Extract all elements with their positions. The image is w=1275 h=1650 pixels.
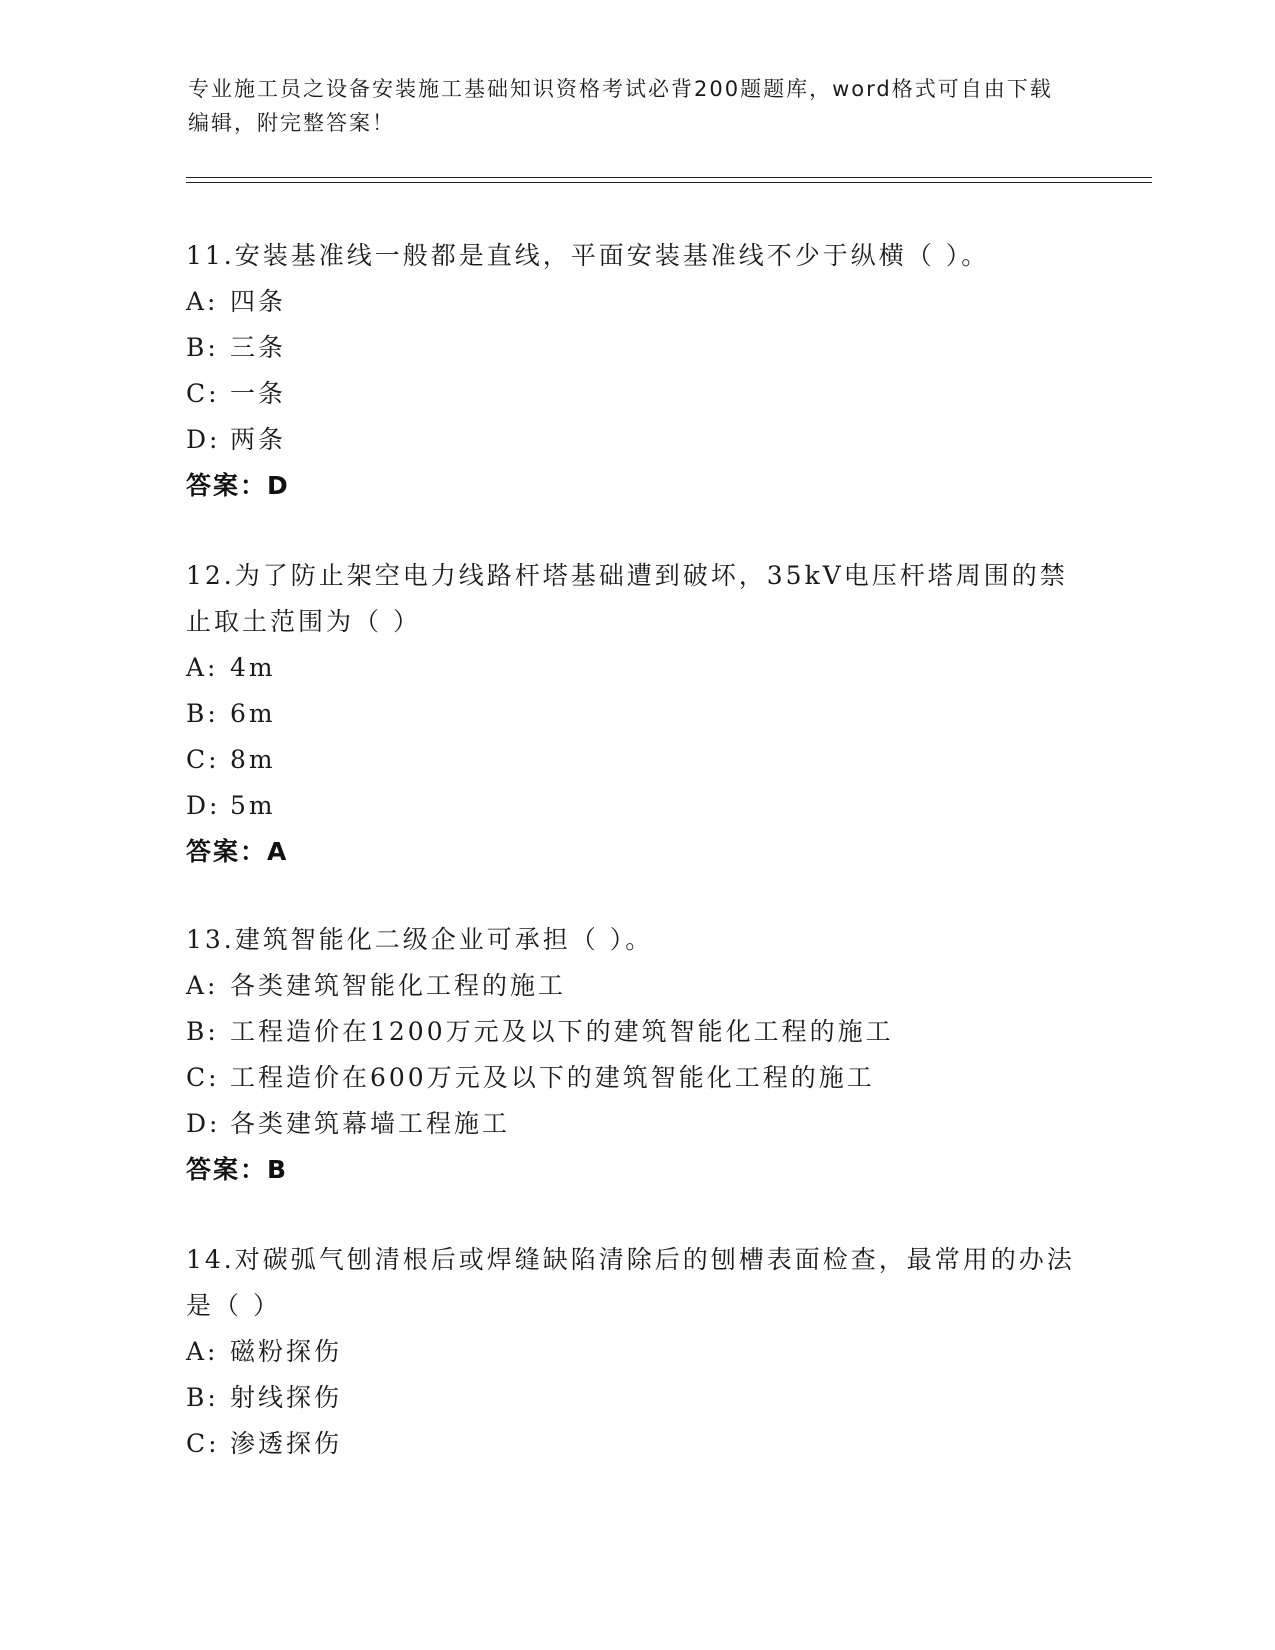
option-b (186, 691, 1086, 737)
option-text: 8m (230, 745, 276, 774)
option-b (186, 1375, 1086, 1421)
option-text: 各类建筑幕墙工程施工 (230, 1109, 511, 1138)
document-header: 专业施工员之设备安装施工基础知识资格考试必背200题题库，word格式可自由下载编辑，附完整答案！ (188, 77, 1053, 135)
option-letter: B: (186, 333, 219, 362)
option-letter: B: (186, 1383, 219, 1412)
option-text: 各类建筑智能化工程的施工 (230, 971, 567, 1000)
answer-line: 答案：B (186, 1155, 289, 1184)
option-text: 工程造价在1200万元及以下的建筑智能化工程的施工 (230, 1017, 894, 1046)
option-text: 射线探伤 (230, 1383, 343, 1412)
header-divider-top (186, 177, 1152, 178)
question-14 (186, 1237, 1086, 1467)
question-11 (186, 233, 1086, 509)
option-a (186, 1329, 1086, 1375)
option-letter: D: (186, 425, 221, 454)
option-b (186, 1009, 1086, 1055)
option-a (186, 645, 1086, 691)
option-letter: B: (186, 1017, 219, 1046)
option-d (186, 417, 1086, 463)
option-letter: D: (186, 791, 221, 820)
option-text: 4m (230, 653, 276, 682)
option-letter: C: (186, 379, 220, 408)
option-letter: C: (186, 745, 220, 774)
answer-line: 答案：A (186, 837, 289, 866)
option-a (186, 963, 1086, 1009)
option-text: 5m (230, 791, 276, 820)
header-divider-bottom (186, 182, 1152, 183)
option-letter: D: (186, 1109, 221, 1138)
option-c (186, 1421, 1086, 1467)
option-text: 三条 (230, 333, 287, 362)
option-text: 渗透探伤 (230, 1429, 343, 1458)
option-text: 6m (230, 699, 276, 728)
option-text: 磁粉探伤 (230, 1337, 343, 1366)
option-letter: A: (186, 1337, 219, 1366)
option-letter: C: (186, 1063, 220, 1092)
option-letter: B: (186, 699, 219, 728)
option-b (186, 325, 1086, 371)
question-12 (186, 553, 1086, 875)
option-text: 两条 (230, 425, 287, 454)
option-letter: C: (186, 1429, 220, 1458)
answer-line: 答案：D (186, 471, 290, 500)
option-d (186, 783, 1086, 829)
option-c (186, 371, 1086, 417)
option-text: 一条 (230, 379, 287, 408)
option-d (186, 1101, 1086, 1147)
question-13 (186, 917, 1086, 1193)
option-c (186, 1055, 1086, 1101)
option-letter: A: (186, 653, 219, 682)
option-c (186, 737, 1086, 783)
option-letter: A: (186, 287, 219, 316)
question-stem: 13.建筑智能化二级企业可承担（ ）。 (186, 925, 654, 954)
option-a (186, 279, 1086, 325)
question-stem: 14.对碳弧气刨清根后或焊缝缺陷清除后的刨槽表面检查，最常用的办法是（ ） (186, 1245, 1075, 1320)
option-text: 工程造价在600万元及以下的建筑智能化工程的施工 (230, 1063, 875, 1092)
option-text: 四条 (230, 287, 287, 316)
question-stem: 12.为了防止架空电力线路杆塔基础遭到破坏，35kV电压杆塔周围的禁止取土范围为（ ） (186, 561, 1068, 636)
question-stem: 11.安装基准线一般都是直线，平面安装基准线不少于纵横（ ）。 (186, 241, 990, 270)
option-letter: A: (186, 971, 219, 1000)
